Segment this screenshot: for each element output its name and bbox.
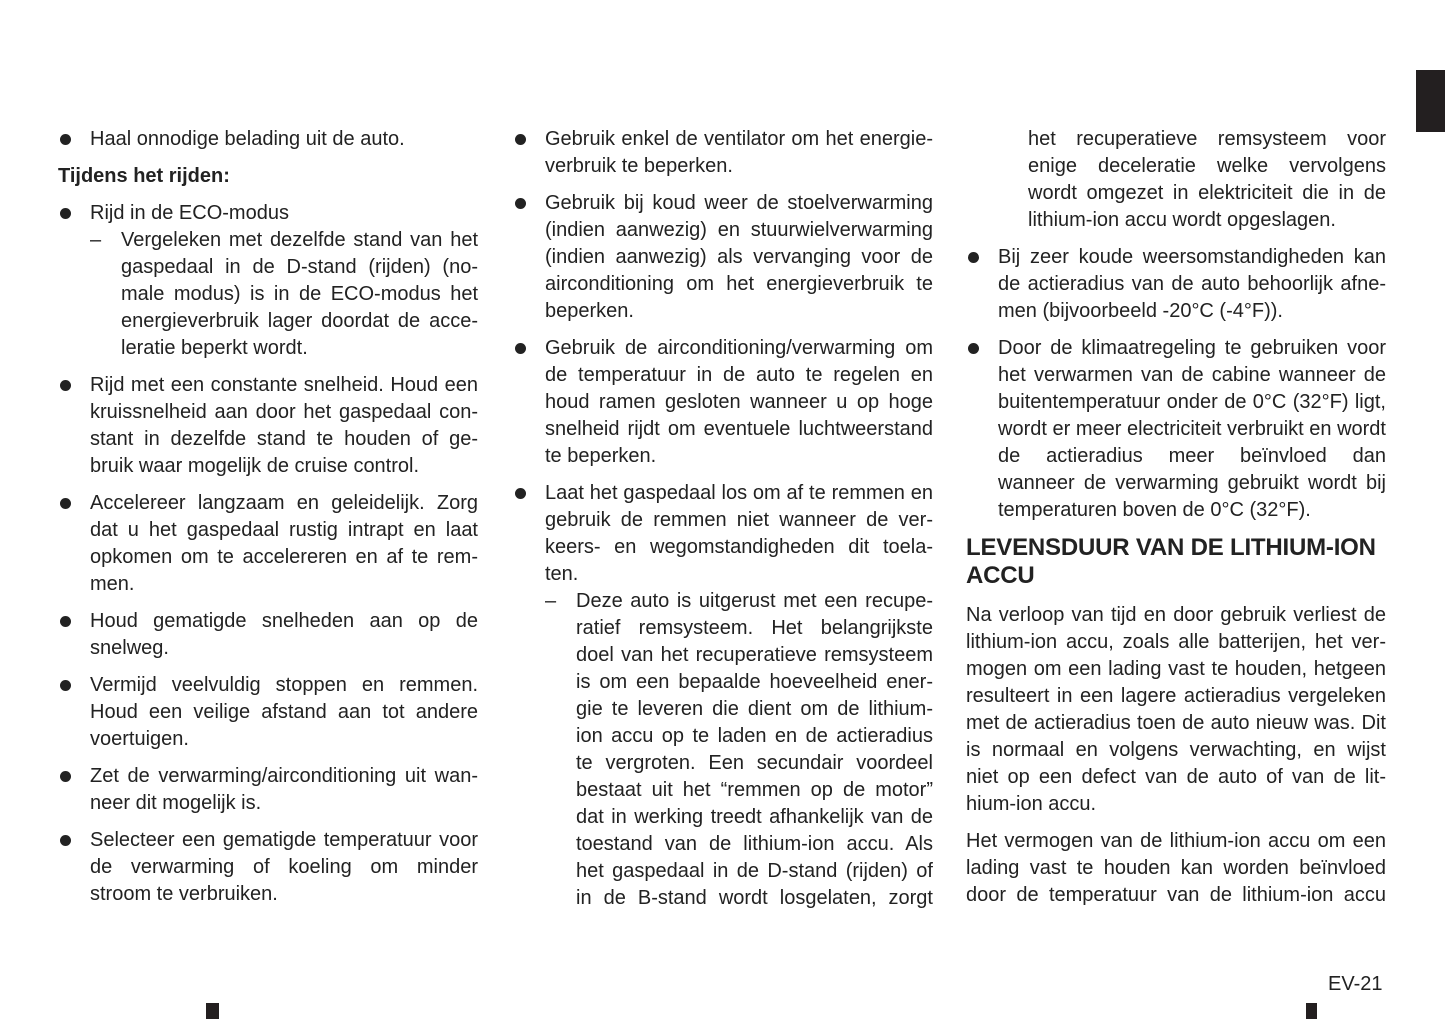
bullet-icon	[60, 498, 71, 509]
list-item	[966, 335, 1386, 524]
list-item	[58, 200, 478, 362]
list-item	[58, 126, 478, 153]
list-item-text: Vermijd veelvuldig stoppen en remmen. Houd een veilige afstand aan tot andere voertuigen.	[90, 674, 478, 750]
list-item-text: Laat het gaspedaal los om af te remmen en gebruik de remmen niet wanneer de ver-keers- en wegomstandigheden dit toela-ten.	[545, 482, 933, 585]
crop-mark-right	[1306, 1003, 1317, 1019]
list-item-text: Door de klimaatregeling te gebruiken voor het verwarmen van de cabine wanneer de buitentemperatuur onder de 0°C (32°F) ligt, wordt er meer electriciteit verbruikt en wordt de actieradius meer beïnvloed dan wanneer de verwarming gebruikt wordt bij temperaturen boven de 0°C (32°F).	[998, 337, 1386, 521]
list-item	[58, 490, 478, 598]
bullet-icon	[515, 343, 526, 354]
dash-icon: –	[90, 229, 102, 251]
section-thumb-tab	[1416, 70, 1445, 132]
list-item	[58, 608, 478, 662]
list-item	[513, 335, 933, 470]
list-item-text: Gebruik enkel de ventilator om het energie-verbruik te beperken.	[545, 128, 933, 177]
list-item-text: Selecteer een gematigde temperatuur voor de verwarming of koeling om minder stroom te verbruiken.	[90, 829, 478, 905]
bullet-icon	[60, 208, 71, 219]
list-item-text: Haal onnodige belading uit de auto.	[90, 128, 405, 150]
list-item	[58, 827, 478, 908]
paragraph: Na verloop van tijd en door gebruik verliest de lithium-ion accu, zoals alle batterijen, het ver-mogen om een lading vast te houden, hetgeen resulteert in een lagere actieradius vergeleken met de actieradius toen de auto nieuw was. Dit is normaal en volgens verwachting, en wijst niet op een defect van de auto of van de lit-hium-ion accu.	[966, 604, 1386, 815]
sub-list-item	[545, 588, 933, 912]
subheading: Tijdens het rijden:	[58, 165, 230, 187]
list-item-text: Zet de verwarming/airconditioning uit wan-neer dit mogelijk is.	[90, 765, 478, 814]
bullet-icon	[515, 134, 526, 145]
page-number: EV-21	[1328, 973, 1383, 995]
list-item	[513, 190, 933, 325]
bullet-icon	[60, 134, 71, 145]
paragraph: Het vermogen van de lithium-ion accu om een lading vast te houden kan worden beïnvloed door de temperatuur van de lithium-ion accu	[966, 830, 1386, 906]
list-item-text: Rijd in de ECO-modus	[90, 202, 289, 224]
bullet-icon	[515, 488, 526, 499]
sub-list-item-text: Deze auto is uitgerust met een recupe-ratief remsysteem. Het belangrijkste doel van het recuperatieve remsysteem is om een bepaalde hoeveelheid ener-gie te leveren die dient om de lithium-ion accu op te laden en de actieradius te vergroten. Een secundair voordeel bestaat uit het “remmen op de motor” dat in werking treedt afhankelijk van de toestand van de lithium-ion accu. Als het gaspedaal in de D-stand (rijden) of in de B-stand wordt losgelaten, zorgt	[576, 590, 933, 909]
continued-sub-list-text: het recuperatieve remsysteem voor enige deceleratie welke vervolgens wordt omgezet in elektriciteit die in de lithium-ion accu wordt opgeslagen.	[1028, 128, 1386, 231]
list-item-text: Gebruik de airconditioning/verwarming om de temperatuur in de auto te regelen en houd ramen gesloten wanneer u op hoge snelheid rijdt om eventuele luchtweerstand te beperken.	[545, 337, 933, 467]
list-item-text: Rijd met een constante snelheid. Houd een kruissnelheid aan door het gaspedaal con-stant in dezelfde stand te houden of ge-bruik waar mogelijk de cruise control.	[90, 374, 478, 477]
middle-column	[513, 126, 933, 922]
list-item	[966, 244, 1386, 325]
dash-icon: –	[545, 590, 557, 612]
bullet-icon	[968, 343, 979, 354]
bullet-icon	[60, 771, 71, 782]
bullet-icon	[60, 616, 71, 627]
bullet-icon	[515, 198, 526, 209]
list-item-text: Gebruik bij koud weer de stoelverwarming (indien aanwezig) en stuurwielverwarming (indien aanwezig) als vervanging voor de airconditioning om het energieverbruik te beperken.	[545, 192, 933, 322]
list-item-text: Houd gematigde snelheden aan op de snelweg.	[90, 610, 478, 659]
bullet-icon	[968, 252, 979, 263]
section-heading: LEVENSDUUR VAN DE LITHIUM-ION ACCU	[966, 534, 1376, 589]
list-item-text: Bij zeer koude weersomstandigheden kan de actieradius van de auto behoorlijk afne-men (bijvoorbeeld -20°C (-4°F)).	[998, 246, 1386, 322]
bullet-icon	[60, 835, 71, 846]
list-item	[58, 372, 478, 480]
list-item-text: Accelereer langzaam en geleidelijk. Zorg dat u het gaspedaal rustig intrapt en laat opkomen om te accelereren en af te rem-men.	[90, 492, 478, 595]
sub-list-item-text: Vergeleken met dezelfde stand van het gaspedaal in de D-stand (rijden) (no-male modus) is in de ECO-modus het energieverbruik lager doordat de acce-leratie beperkt wordt.	[121, 229, 478, 359]
list-item	[513, 480, 933, 912]
left-column	[58, 126, 478, 918]
crop-mark-left	[206, 1003, 219, 1019]
list-item	[58, 763, 478, 817]
bullet-icon	[60, 680, 71, 691]
sub-list-item	[90, 227, 478, 362]
right-column	[966, 126, 1386, 919]
list-item	[513, 126, 933, 180]
bullet-icon	[60, 380, 71, 391]
list-item	[58, 672, 478, 753]
